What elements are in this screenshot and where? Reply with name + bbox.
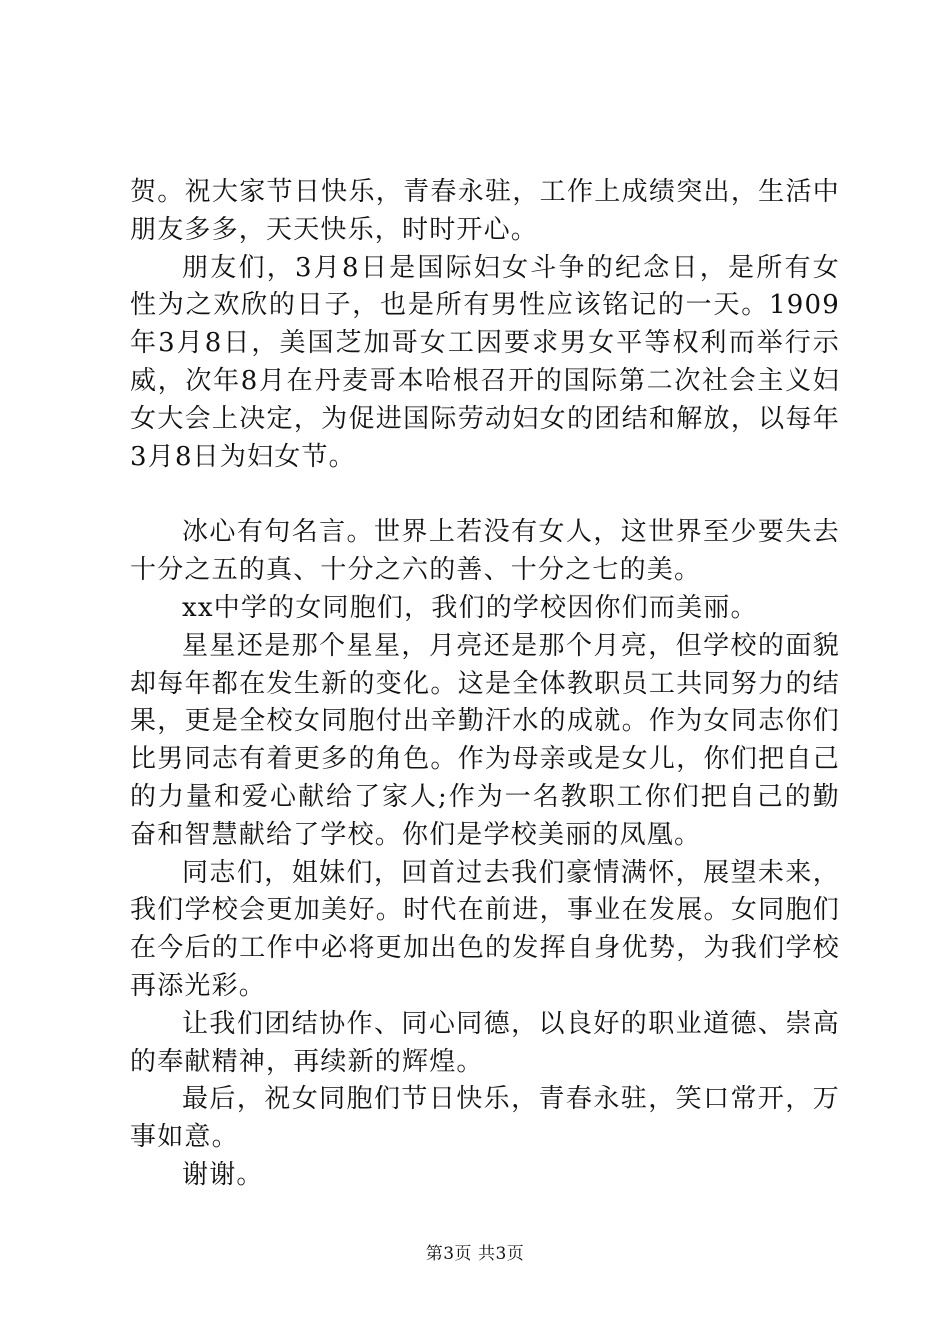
document-body [130, 174, 840, 1195]
paragraph-school-changes: 星星还是那个星星，月亮还是那个月亮，但学校的面貌却每年都在发生新的变化。这是全体教职员工共同努力的结果，更是全校女同胞付出辛勤汗水的成就。作为女同志你们比男同志有着更多的角色。作为母亲或是女儿，你们把自己的力量和爱心献给了家人;作为一名教职工你们把自己的勤奋和智慧献给了学校。你们是学校美丽的凤凰。 [130, 630, 840, 850]
paragraph-womens-day-history: 朋友们，3月8日是国际妇女斗争的纪念日，是所有女性为之欢欣的日子，也是所有男性应该铭记的一天。1909年3月8日，美国芝加哥女工因要求男女平等权利而举行示威，次年8月在丹麦哥本哈根召开的国际第二次社会主义妇女大会上决定，为促进国际劳动妇女的团结和解放，以每年3月8日为妇女节。 [130, 252, 840, 472]
paragraph-final-wishes: 最后，祝女同胞们节日快乐，青春永驻，笑口常开，万事如意。 [130, 1084, 840, 1153]
paragraph-bingxin-quote: 冰心有句名言。世界上若没有女人，这世界至少要失去十分之五的真、十分之六的善、十分之七的美。 [130, 517, 840, 586]
page-number-footer: 第3页 共3页 [425, 1244, 525, 1264]
paragraph-thanks: 谢谢。 [182, 1159, 264, 1190]
paragraph-unity: 让我们团结协作、同心同德，以良好的职业道德、崇高的奉献精神，再续新的辉煌。 [130, 1008, 840, 1077]
paragraph-continuation: 贺。祝大家节日快乐，青春永驻，工作上成绩突出，生活中朋友多多，天天快乐，时时开心。 [130, 177, 840, 245]
paragraph-comrades-sisters: 同志们，姐妹们，回首过去我们豪情满怀，展望未来，我们学校会更加美好。时代在前进，事业在发展。女同胞们在今后的工作中必将更加出色的发挥自身优势，为我们学校再添光彩。 [130, 857, 840, 1001]
paragraph-school-women: xx中学的女同胞们，我们的学校因你们而美丽。 [182, 592, 758, 623]
paragraph-gap [130, 476, 840, 514]
